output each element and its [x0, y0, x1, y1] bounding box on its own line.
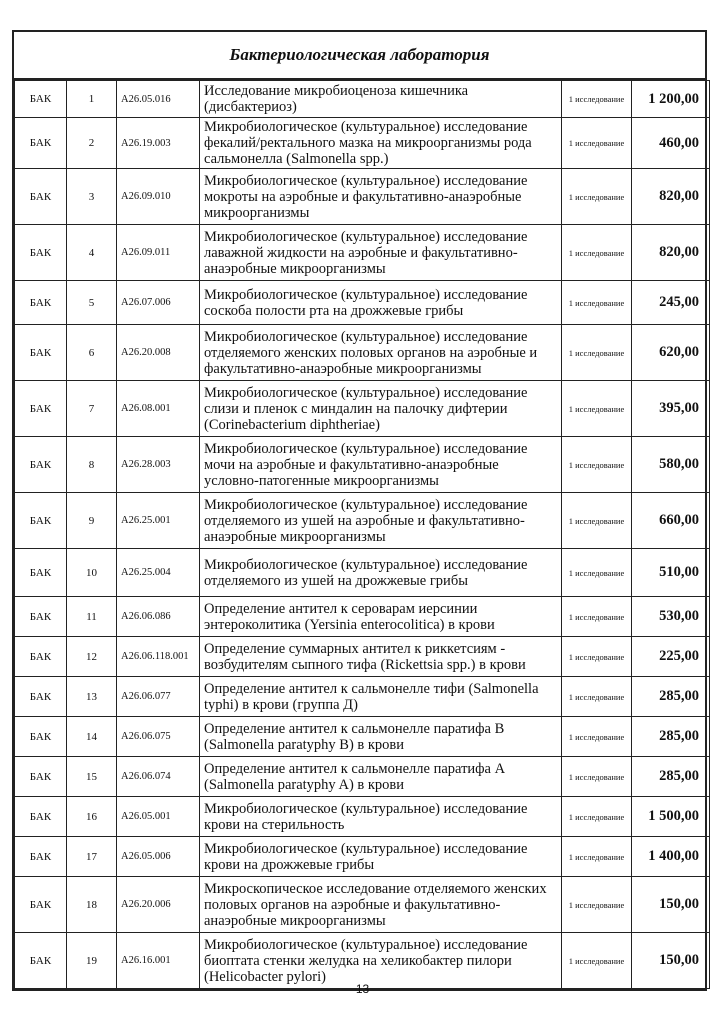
row-number-cell: 13	[67, 677, 117, 717]
unit-cell: 1 исследование	[562, 225, 632, 281]
category-cell: БАК	[15, 717, 67, 757]
table-row	[15, 225, 710, 281]
service-code-cell: A26.25.001	[117, 493, 200, 549]
unit-cell: 1 исследование	[562, 717, 632, 757]
price-cell: 460,00	[632, 118, 710, 169]
service-code-cell: A26.06.118.001	[117, 637, 200, 677]
unit-cell: 1 исследование	[562, 381, 632, 437]
category-cell: БАК	[15, 169, 67, 225]
category-cell: БАК	[15, 837, 67, 877]
row-number-cell: 11	[67, 597, 117, 637]
service-description-cell: Микробиологическое (культуральное) исследование соскоба полости рта на дрожжевые грибы	[200, 281, 562, 325]
row-number-cell: 18	[67, 877, 117, 933]
unit-cell: 1 исследование	[562, 797, 632, 837]
row-number-cell: 16	[67, 797, 117, 837]
price-cell: 580,00	[632, 437, 710, 493]
service-code-cell: A26.06.074	[117, 757, 200, 797]
row-number-cell: 17	[67, 837, 117, 877]
service-code-cell: A26.20.008	[117, 325, 200, 381]
service-code-cell: A26.06.086	[117, 597, 200, 637]
table-row	[15, 281, 710, 325]
table-row	[15, 717, 710, 757]
row-number-cell: 7	[67, 381, 117, 437]
service-code-cell: A26.28.003	[117, 437, 200, 493]
price-cell: 1 200,00	[632, 81, 710, 118]
unit-cell: 1 исследование	[562, 637, 632, 677]
price-cell: 245,00	[632, 281, 710, 325]
table-row	[15, 637, 710, 677]
service-code-cell: A26.09.011	[117, 225, 200, 281]
unit-cell: 1 исследование	[562, 677, 632, 717]
category-cell: БАК	[15, 81, 67, 118]
price-cell: 510,00	[632, 549, 710, 597]
row-number-cell: 4	[67, 225, 117, 281]
row-number-cell: 15	[67, 757, 117, 797]
price-cell: 660,00	[632, 493, 710, 549]
service-description-cell: Микробиологическое (культуральное) исследование слизи и пленок с миндалин на палочку дифтерии (Corinebacterium diphtheriae)	[200, 381, 562, 437]
category-cell: БАК	[15, 493, 67, 549]
service-code-cell: A26.09.010	[117, 169, 200, 225]
unit-cell: 1 исследование	[562, 169, 632, 225]
service-description-cell: Микробиологическое (культуральное) исследование крови на стерильность	[200, 797, 562, 837]
unit-cell: 1 исследование	[562, 81, 632, 118]
table-row	[15, 597, 710, 637]
price-table-body	[15, 81, 710, 989]
price-cell: 150,00	[632, 877, 710, 933]
unit-cell: 1 исследование	[562, 437, 632, 493]
price-cell: 1 400,00	[632, 837, 710, 877]
price-cell: 150,00	[632, 933, 710, 989]
table-row	[15, 877, 710, 933]
table-row	[15, 118, 710, 169]
service-description-cell: Микробиологическое (культуральное) исследование отделяемого женских половых органов на аэробные и факультативно-анаэробные микроорганизмы	[200, 325, 562, 381]
row-number-cell: 12	[67, 637, 117, 677]
row-number-cell: 10	[67, 549, 117, 597]
service-code-cell: A26.05.016	[117, 81, 200, 118]
category-cell: БАК	[15, 637, 67, 677]
unit-cell: 1 исследование	[562, 325, 632, 381]
category-cell: БАК	[15, 797, 67, 837]
category-cell: БАК	[15, 677, 67, 717]
unit-cell: 1 исследование	[562, 597, 632, 637]
table-row	[15, 757, 710, 797]
unit-cell: 1 исследование	[562, 933, 632, 989]
service-description-cell: Микробиологическое (культуральное) исследование отделяемого из ушей на дрожжевые грибы	[200, 549, 562, 597]
category-cell: БАК	[15, 757, 67, 797]
category-cell: БАК	[15, 877, 67, 933]
table-row	[15, 797, 710, 837]
service-description-cell: Определение антител к сальмонелле тифи (Salmonella typhi) в крови (группа Д)	[200, 677, 562, 717]
service-code-cell: A26.06.075	[117, 717, 200, 757]
category-cell: БАК	[15, 281, 67, 325]
row-number-cell: 8	[67, 437, 117, 493]
price-cell: 285,00	[632, 677, 710, 717]
unit-cell: 1 исследование	[562, 757, 632, 797]
row-number-cell: 3	[67, 169, 117, 225]
unit-cell: 1 исследование	[562, 549, 632, 597]
page-number: 13	[355, 982, 370, 996]
section-title: Бактериологическая лаборатория	[14, 32, 705, 80]
service-description-cell: Определение суммарных антител к риккетсиям - возбудителям сыпного тифа (Rickettsia spp.) в крови	[200, 637, 562, 677]
row-number-cell: 1	[67, 81, 117, 118]
table-row	[15, 437, 710, 493]
service-description-cell: Исследование микробиоценоза кишечника (дисбактериоз)	[200, 81, 562, 118]
table-row	[15, 933, 710, 989]
price-cell: 395,00	[632, 381, 710, 437]
category-cell: БАК	[15, 933, 67, 989]
service-description-cell: Микробиологическое (культуральное) исследование мочи на аэробные и факультативно-анаэробные условно-патогенные микроорганизмы	[200, 437, 562, 493]
service-code-cell: A26.16.001	[117, 933, 200, 989]
service-description-cell: Микробиологическое (культуральное) исследование крови на дрожжевые грибы	[200, 837, 562, 877]
service-code-cell: A26.19.003	[117, 118, 200, 169]
category-cell: БАК	[15, 118, 67, 169]
service-code-cell: A26.07.006	[117, 281, 200, 325]
row-number-cell: 5	[67, 281, 117, 325]
row-number-cell: 9	[67, 493, 117, 549]
table-row	[15, 549, 710, 597]
table-row	[15, 169, 710, 225]
table-row	[15, 837, 710, 877]
price-cell: 285,00	[632, 717, 710, 757]
unit-cell: 1 исследование	[562, 877, 632, 933]
price-cell: 285,00	[632, 757, 710, 797]
category-cell: БАК	[15, 437, 67, 493]
service-description-cell: Микробиологическое (культуральное) исследование отделяемого из ушей на аэробные и факультативно-анаэробные микроорганизмы	[200, 493, 562, 549]
service-description-cell: Микробиологическое (культуральное) исследование фекалий/ректального мазка на микроорганизмы рода сальмонелла (Salmonella spp.)	[200, 118, 562, 169]
row-number-cell: 6	[67, 325, 117, 381]
service-code-cell: A26.20.006	[117, 877, 200, 933]
service-code-cell: A26.05.001	[117, 797, 200, 837]
price-table	[14, 80, 710, 989]
category-cell: БАК	[15, 325, 67, 381]
price-cell: 1 500,00	[632, 797, 710, 837]
service-description-cell: Микроскопическое исследование отделяемого женских половых органов на аэробные и факультативно-анаэробные микроорганизмы	[200, 877, 562, 933]
service-description-cell: Определение антител к сальмонелле паратифа А (Salmonella paratyphy A) в крови	[200, 757, 562, 797]
table-row	[15, 493, 710, 549]
row-number-cell: 2	[67, 118, 117, 169]
unit-cell: 1 исследование	[562, 118, 632, 169]
category-cell: БАК	[15, 225, 67, 281]
service-description-cell: Микробиологическое (культуральное) исследование мокроты на аэробные и факультативно-анаэробные микроорганизмы	[200, 169, 562, 225]
row-number-cell: 19	[67, 933, 117, 989]
category-cell: БАК	[15, 381, 67, 437]
service-code-cell: A26.06.077	[117, 677, 200, 717]
service-code-cell: A26.08.001	[117, 381, 200, 437]
price-cell: 530,00	[632, 597, 710, 637]
unit-cell: 1 исследование	[562, 493, 632, 549]
unit-cell: 1 исследование	[562, 837, 632, 877]
category-cell: БАК	[15, 549, 67, 597]
service-description-cell: Определение антител к сальмонелле паратифа В (Salmonella paratyphy B) в крови	[200, 717, 562, 757]
price-cell: 225,00	[632, 637, 710, 677]
table-row	[15, 81, 710, 118]
price-cell: 820,00	[632, 169, 710, 225]
service-code-cell: A26.05.006	[117, 837, 200, 877]
service-description-cell: Определение антител к серoварам иерсинии энтероколитика (Yersinia enterocolitica) в крови	[200, 597, 562, 637]
table-row	[15, 677, 710, 717]
table-row	[15, 325, 710, 381]
unit-cell: 1 исследование	[562, 281, 632, 325]
service-description-cell: Микробиологическое (культуральное) исследование лаважной жидкости на аэробные и факультативно-анаэробные микроорганизмы	[200, 225, 562, 281]
category-cell: БАК	[15, 597, 67, 637]
table-row	[15, 381, 710, 437]
service-description-cell: Микробиологическое (культуральное) исследование биоптата стенки желудка на хеликобактер пилори (Helicobacter pylori)	[200, 933, 562, 989]
price-sheet	[12, 30, 707, 991]
price-cell: 820,00	[632, 225, 710, 281]
row-number-cell: 14	[67, 717, 117, 757]
price-cell: 620,00	[632, 325, 710, 381]
service-code-cell: A26.25.004	[117, 549, 200, 597]
